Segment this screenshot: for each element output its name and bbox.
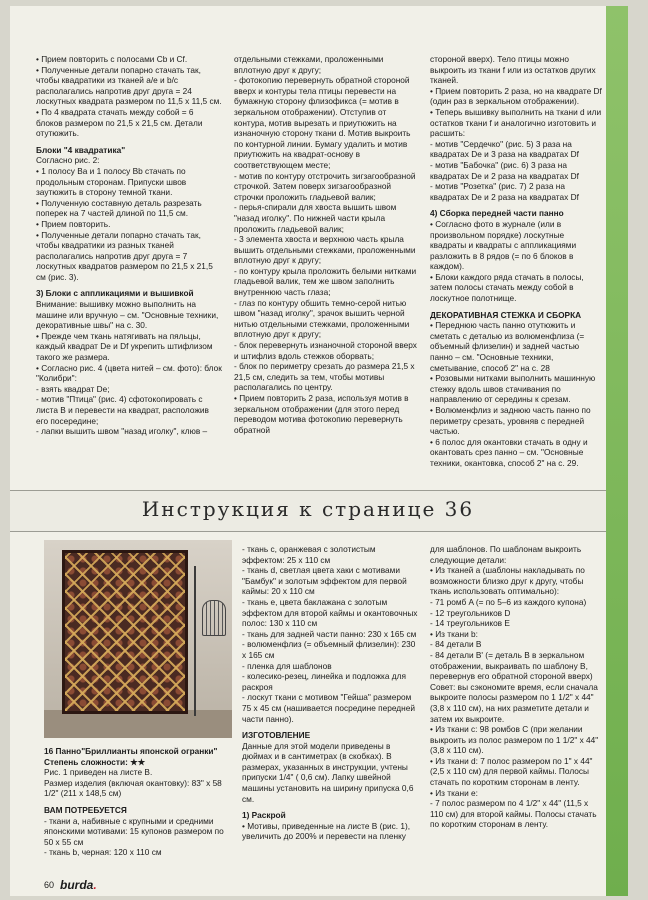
paragraph: - 71 ромб A (= по 5–6 из каждого купона) (430, 596, 587, 607)
paragraph: - ткань e, цвета баклажана с золотым эффектом для второй каймы и окантовочных полос: 130 х 110 см (242, 596, 418, 629)
paragraph: • 6 полос для окантовки стачать в одну и окантовать срез панно – см. "Основные техники, окантовка, способ 2" на с. 29. (430, 436, 588, 468)
paragraph: • Мотивы, приведенные на листе В (рис. 1), увеличить до 200% и перевести на пленку (242, 820, 411, 842)
paragraph: • Блоки каждого ряда стачать в полосы, затем полосы стачать между собой в лоскутное полотнище. (430, 271, 584, 304)
paragraph: - ткань для задней части панно: 230 х 165 см (242, 628, 417, 639)
paragraph: • Прием повторить 2 раза, но на квадрате Df (один раз в зеркальном отображении). (430, 85, 602, 107)
bottom-column-2 (242, 544, 420, 842)
paragraph: отдельными стежками, проложенными вплотную друг к другу; (234, 54, 384, 75)
paragraph: - блок по периметру срезать до размера 21,5 х 21,5 см, следить за тем, чтобы мотивы располагались по центру. (234, 361, 415, 393)
birdcage (202, 600, 226, 636)
paragraph: - фотокопию перевернуть обратной стороной вверх и контуры тела птицы перевести на бумажную сторону флизофикса (= мотив в зеркальном отображении). Отступив от контура, мотив вырезать и приутюжить на изнаночную сторону ткани d. Мотив выкроить по контурной линии. Бумагу удалить и мотив приутюжить на квадрат-основу в соответствующем месте; (234, 75, 411, 170)
paragraph: • 1 полосу Ba и 1 полосу Bb стачать по продольным сторонам. Припуски швов заутюжить в сторону темной ткани. (36, 165, 187, 198)
bottom-column-1 (44, 746, 232, 858)
top-column-3 (430, 54, 602, 469)
section-heading: ИЗГОТОВЛЕНИЕ (242, 730, 311, 741)
banner-title: Инструкция к странице 36 (141, 497, 475, 521)
paragraph: - ткань b, черная: 120 х 110 см (44, 847, 162, 858)
quilt-photo (44, 540, 232, 738)
paragraph: - взять квадрат De; (36, 383, 110, 394)
paragraph: - пленка для шаблонов (242, 660, 332, 671)
paragraph: • Согласно фото в журнале (или в произвольном порядке) лоскутные квадраты и квадраты с аппликациями разложить в 8 рядов (= по 6 блоков в каждом). (430, 218, 577, 272)
section-heading: ВАМ ПОТРЕБУЕТСЯ (44, 804, 127, 815)
paragraph: Размер изделия (включая окантовку): 83" х 58 1/2" (211 х 148,5 см) (44, 777, 222, 799)
paragraph: - 84 детали B (430, 639, 482, 650)
paragraph: • Прием повторить. (36, 218, 111, 229)
paragraph: - ткань d, светлая цвета хаки с мотивами "Бамбук" и золотым эффектом для первой каймы: 20 х 110 см (242, 565, 407, 597)
page-footer (44, 878, 97, 892)
paragraph: Рис. 1 приведен на листе В. (44, 767, 153, 778)
paragraph: • Полученные детали попарно стачать так, чтобы квадратики из тканей a/e и b/c располагались напротив друг друга = 24 лоскутных квадрата размером по 11,5 х 11,5 см. (36, 64, 222, 107)
paragraph: - колесико-резец, линейка и подложка для раскроя (242, 671, 406, 692)
paragraph: • Прием повторить с полосами Cb и Cf. (36, 54, 188, 64)
paragraph: • Полученную составную деталь разрезать поперек на 7 частей длиной по 11,5 см. (36, 197, 202, 219)
paragraph: • Розовыми нитками выполнить машинную стежку вдоль швов стачивания по направлению от середины к срезам. (430, 373, 596, 405)
page-number: 60 (44, 880, 55, 890)
paragraph: - мотив "Бабочка" (рис. 6) 3 раза на квадратах De и 2 раза на квадратах Df (430, 159, 579, 181)
edge-color-strip (606, 6, 628, 896)
paragraph: - 14 треугольников E (430, 618, 510, 629)
bottom-column-3 (430, 544, 602, 830)
brand-logo: burda. (60, 878, 97, 892)
paragraph: • Из ткани b: (430, 628, 478, 639)
paragraph: • Переднюю часть панно отутюжить и сметать с деталью из волюменфлиза (= объемный флизелин) и задней частью панно – см. "Основные техники, сметывание, способ 2" на с. 28 (430, 320, 585, 373)
section-heading: ДЕКОРАТИВНАЯ СТЕЖКА И СБОРКА (430, 309, 582, 320)
section-heading: 16 Панно"Бриллианты японской огранки" (44, 746, 218, 756)
magazine-page (10, 6, 628, 896)
section-heading: 1) Раскрой (242, 810, 286, 821)
paragraph: - мотив по контуру отстрочить зигзагообразной строчкой. Затем поверх зигзагообразной строчки проложить гладьевой валик; (234, 170, 416, 202)
paragraph: - 12 треугольников D (430, 607, 511, 618)
paragraph: стороной вверх). Тело птицы можно выкроить из ткани f или из остатков других тканей. (430, 54, 596, 86)
paragraph: • Из ткани d: 7 полос размером по 1" х 44" (2,5 х 110 см) для первой каймы. Полосы стачать по коротким сторонам в ленту. (430, 755, 593, 788)
paragraph: для шаблонов. По шаблонам выкроить следующие детали: (430, 544, 582, 565)
paragraph: • Согласно рис. 4 (цвета нитей – см. фото): блок "Колибри": (36, 362, 222, 384)
paragraph: • Из ткани e: (430, 787, 478, 798)
paragraph: - ткани а, набивные с крупными и средними японскими мотивами: 15 купонов размером по 50 х 55 см (44, 815, 224, 847)
paragraph: - мотив "Сердечко" (рис. 5) 3 раза на квадратах De и 3 раза на квадратах Df (430, 138, 579, 160)
paragraph: Совет: вы сэкономите время, если сначала выкроите полосы размером по 1 1/2" х 44" (3,8 х 110 см), на них разметите детали и затем их выкроите. (430, 681, 598, 724)
paragraph: Внимание: вышивку можно выполнить на машине или вручную – см. "Основные техники, декоративные швы" на с. 30. (36, 299, 219, 331)
paragraph: - мотив "Розетка" (рис. 7) 2 раза на квадратах De и 2 раза на квадратах Df (430, 181, 579, 202)
top-column-2 (234, 54, 420, 435)
paragraph: - блок перевернуть изнаночной стороной вверх и штифлиз вдоль стежков оборвать; (234, 340, 417, 361)
paragraph: • Прежде чем ткань натягивать на пяльцы, каждый квадрат De и Df укрепить штифлизом такого же размера. (36, 330, 213, 363)
birdcage-stand (194, 566, 220, 716)
paragraph: • Теперь вышивку выполнить на ткани d или остатков ткани f и аналогично изготовить и расшить: (430, 106, 602, 139)
paragraph: • Волюменфлиз и заднюю часть панно по периметру срезать, уровняв с передней частью. (430, 405, 591, 437)
paragraph: - по контуру крыла проложить белыми нитками гладьевой валик, тем же швом заполнить внутреннюю часть глаза; (234, 265, 417, 298)
quilt-panel-image (62, 550, 188, 714)
paragraph: Согласно рис. 2: (36, 155, 100, 166)
section-heading: Степень сложности: ★★ (44, 756, 146, 767)
paragraph: - лоскут ткани с мотивом "Гейша" размером 75 х 45 см (нашивается посредине передней части панно). (242, 692, 415, 724)
paragraph: - волюменфлиз (= объемный флизелин): 230 х 165 см (242, 639, 416, 660)
section-heading: Блоки "4 квадратика" (36, 144, 126, 155)
paragraph: Данные для этой модели приведены в дюймах и в сантиметрах (в скобках). В размерах, указанных в инструкции, учтены припуски 1/4" ( 0,6 см). Лапку швейной машины установить на ширину припуска 0,6 см. (242, 740, 414, 804)
paragraph: • Из тканей а (шаблоны накладывать по возможности близко друг к другу, чтобы ткань использовать оптимально): (430, 565, 585, 597)
paragraph: • Прием повторить 2 раза, используя мотив в зеркальном отображении (для этого перед переводом мотива фотокопию перевернуть обратной (234, 393, 409, 435)
paragraph: - глаз по контуру обшить темно-серой нитью швом "назад иголку", зрачок вышить черной нитью отдельными стежками, проложенными вплотную друг к другу; (234, 297, 410, 340)
paragraph: - лапки вышить швом "назад иголку", клюв – (36, 426, 208, 437)
paragraph: - 84 детали B' (= деталь B в зеркальном отображении, выкраивать по шаблону B, перевернув его обратной стороной вверх) (430, 649, 593, 682)
paragraph: - мотив "Птица" (рис. 4) сфотокопировать с листа В и перевести на квадрат, расположив его посередине; (36, 394, 209, 426)
paragraph: - 7 полос размером по 4 1/2" х 44" (11,5 х 110 см) для второй каймы. Полосы стачать по коротким сторонам в ленту. (430, 798, 597, 830)
paragraph: • По 4 квадрата стачать между собой = 6 блоков размером по 21,5 х 21,5 см. Детали отутюжить. (36, 106, 203, 139)
top-column-1 (36, 54, 222, 437)
section-heading: 3) Блоки с аппликациями и вышивкой (36, 288, 194, 299)
paragraph: • Из ткани c: 98 ромбов C (при желании выкроить из полос размером по 1 1/2" х 44" (3,8 х 110 см). (430, 724, 599, 756)
paragraph: - 3 элемента хвоста и верхнюю часть крыла вышить отдельными стежками, проложенными вплотную друг к другу; (234, 234, 416, 266)
paragraph: • Полученные детали попарно стачать так, чтобы квадратики из разных тканей располагались напротив друг друга = 7 лоскутных квадратов размером по 21,5 х 21,5 см (рис. 3). (36, 229, 213, 282)
section-banner (10, 490, 606, 532)
paragraph: - перья-спирали для хвоста вышить швом "назад иголку". По нижней части крыла проложить гладьевой валик; (234, 202, 397, 234)
paragraph: - ткань c, оранжевая с золотистым эффектом: 25 х 110 см (242, 544, 376, 565)
section-heading: 4) Сборка передней части панно (430, 208, 564, 219)
